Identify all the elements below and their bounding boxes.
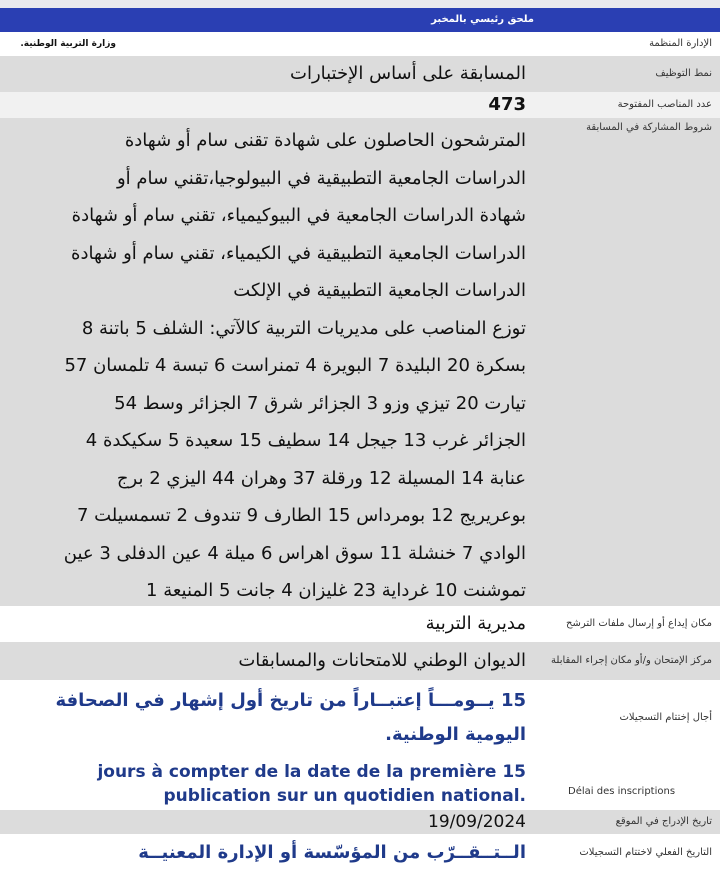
file-submission-value: مديرية التربية (425, 613, 526, 634)
header-title: ملحق رئيسي بالمخبر (431, 14, 534, 25)
row-open-posts (0, 92, 720, 118)
row-recruitment-mode (0, 56, 720, 92)
distribution-line: بسكرة 20 البليدة 7 البويرة 4 تمنراست 6 تبسة 4 تلمسان 57 (64, 355, 526, 376)
distribution-line: الوادي 7 خنشلة 11 سوق اهراس 6 ميلة 4 عين الدفلى 3 عين (63, 542, 526, 564)
publication-date-value: 19/09/2024 (428, 812, 526, 832)
conditions-line: الدراسات الجامعية التطبيقية في الكيمياء، تقني سام أو شهادة (71, 242, 526, 264)
registration-deadline-fr-value (0, 756, 540, 810)
conditions-line: المترشحون الحاصلون على شهادة تقنى سام أو شهادة (124, 130, 526, 151)
distribution-line: بوعريريج 12 بومرداس 15 الطارف 9 تندوف 2 تسمسيلت 7 (76, 505, 526, 526)
distribution-line: الجزائر غرب 13 جيجل 14 سطيف 15 سعيدة 5 سكيكدة 4 (85, 430, 526, 451)
conditions-value (0, 118, 540, 606)
distribution-line: عنابة 14 المسيلة 12 ورقلة 37 وهران 44 اليزي 2 برج (116, 467, 526, 489)
row-actual-closing-date (0, 834, 720, 872)
distribution-line: توزع المناصب على مديريات التربية كالآتي: الشلف 5 باتنة 8 (81, 317, 526, 339)
registration-deadline-ar-value (0, 680, 540, 756)
open-posts-value: 473 (488, 94, 526, 115)
actual-closing-date-label: التاريخ الفعلي لاختتام التسجيلات (579, 847, 712, 858)
row-exam-center (0, 642, 720, 680)
registration-deadline-fr-label: Délai des inscriptions (568, 786, 676, 797)
file-submission-label: مكان إيداع أو إرسال ملفات الترشح (565, 618, 712, 629)
organizing-admin-value: وزارة التربية الوطنية. (20, 39, 116, 49)
deadline-ar-line: 15 يــومـــاً إعتبــاراً من تاريخ أول إشهار في الصحافة (55, 690, 526, 711)
top-strip (0, 0, 720, 8)
distribution-line: تيارت 20 تيزي وزو 3 الجزائر شرق 7 الجزائر وسط 54 (114, 392, 526, 414)
exam-center-value: الديوان الوطني للامتحانات والمسابقات (238, 650, 526, 671)
conditions-line: الدراسات الجامعية التطبيقية في الإلكت (233, 280, 526, 301)
row-publication-date (0, 810, 720, 834)
deadline-fr-line: .publication sur un quotidien national (163, 786, 526, 806)
exam-center-label: مركز الإمتحان و/أو مكان إجراء المقابلة (551, 655, 712, 666)
header-label-cell (540, 8, 720, 32)
row-file-submission (0, 606, 720, 642)
distribution-line: تموشنت 10 غرداية 23 غليزان 4 جانت 5 المنيعة 1 (146, 580, 526, 601)
deadline-ar-line: اليومية الوطنية. (385, 724, 526, 745)
recruitment-mode-value: المسابقة على أساس الإختبارات (290, 63, 526, 84)
actual-closing-date-value: الــتــقــرّب من المؤسّسة أو الإدارة المعنيــة (138, 842, 526, 863)
conditions-line: الدراسات الجامعية التطبيقية في البيولوجيا،تقني سام أو (116, 167, 526, 189)
row-registration-deadline-fr (0, 756, 720, 810)
organizing-admin-label: الإدارة المنظمة (649, 38, 712, 49)
row-conditions (0, 118, 720, 606)
row-organizing-admin (0, 32, 720, 56)
deadline-fr-line: jours à compter de la date de la première 15 (97, 762, 526, 782)
recruitment-mode-label: نمط التوظيف (655, 68, 712, 79)
open-posts-label: عدد المناصب المفتوحة (617, 99, 712, 110)
conditions-line: شهادة الدراسات الجامعية في البيوكيمياء، تقني سام أو شهادة (71, 205, 526, 226)
publication-date-label: تاريخ الإدراج في الموقع (615, 816, 712, 827)
job-details-table (0, 8, 720, 872)
row-registration-deadline-ar (0, 680, 720, 756)
header-row (0, 8, 720, 32)
registration-deadline-ar-label: أجال إختتام التسجيلات (619, 712, 712, 723)
conditions-label: شروط المشاركة في المسابقة (586, 122, 712, 133)
